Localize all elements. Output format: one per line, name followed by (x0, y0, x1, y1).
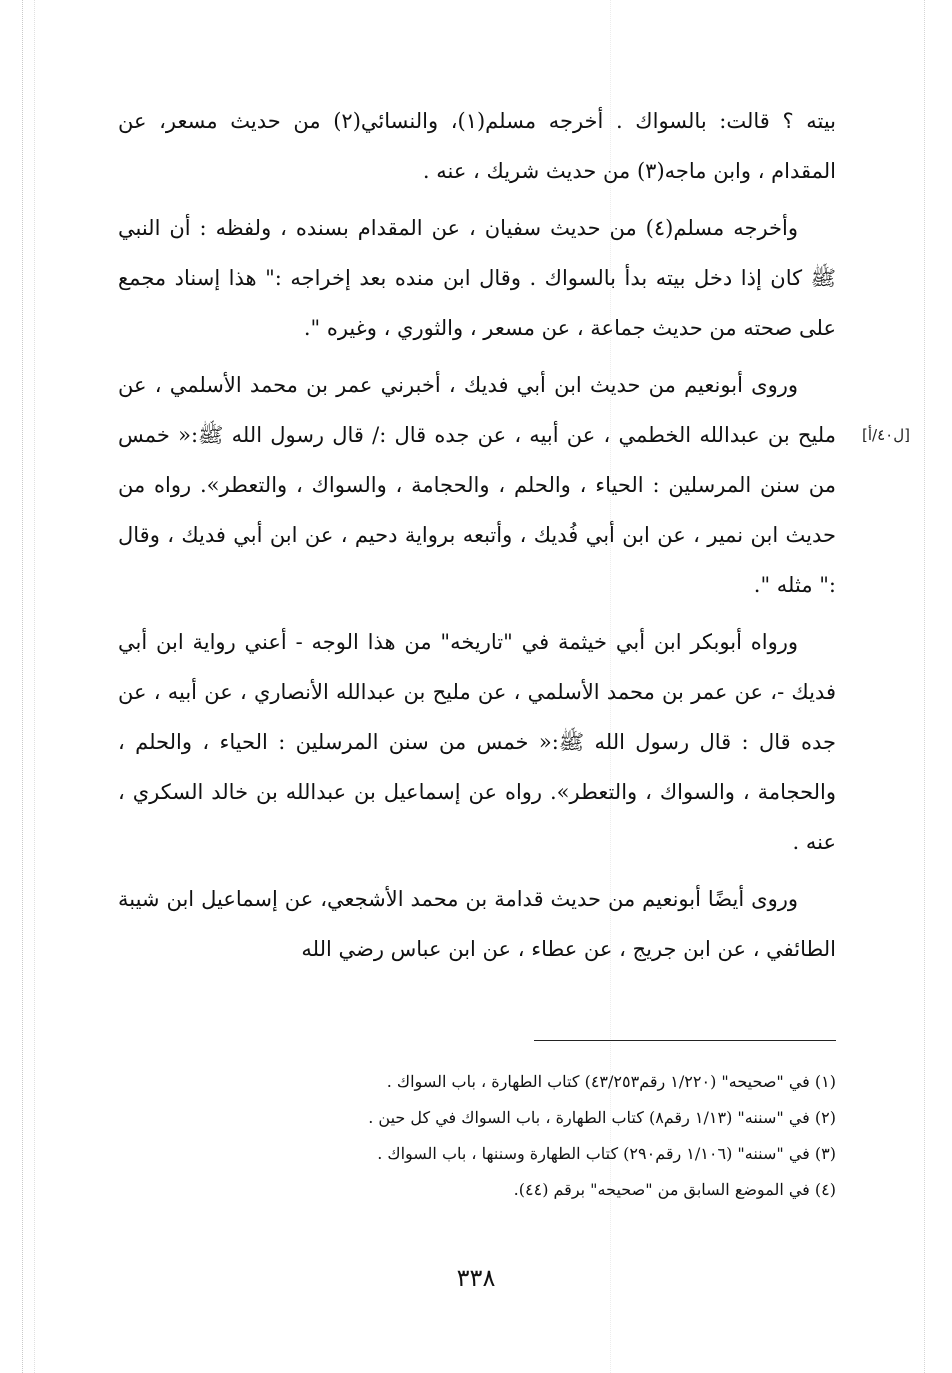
manuscript-folio-note: [ل٤٠/أ] (862, 426, 910, 444)
paragraph-5: وروى أيضًا أبونعيم من حديث قدامة بن محمد الأشجعي، عن إسماعيل ابن شيبة الطائفي ، عن ابن جريج ، عن عطاء ، عن ابن عباس رضي الله (118, 887, 836, 961)
paragraph-1: بيته ؟ قالت: بالسواك . أخرجه مسلم(١)، والنسائي(٢) من حديث مسعر، عن المقدام ، وابن ماجه(٣) من حديث شريك ، عنه . (118, 109, 837, 183)
footnotes (240, 1064, 836, 1208)
scan-edge-right (924, 0, 925, 1373)
page-number: ٣٣٨ (456, 1264, 496, 1292)
paragraph-4: ورواه أبوبكر ابن أبي خيثمة في "تاريخه" من هذا الوجه - أعني رواية ابن أبي فديك -، عن عمر بن محمد الأسلمي ، عن مليح بن عبدالله الأنصاري ، عن أبيه ، عن جده قال : قال رسول الله ﷺ:« خمس من سنن المرسلين : الحياء ، والحلم ، والحجامة ، والسواك ، والتعطر». رواه عن إسماعيل بن عبدالله بن خالد السكري ، عنه . (118, 630, 836, 854)
main-text (118, 96, 836, 974)
scan-edge-left-inner (34, 0, 35, 1373)
footnote-separator (534, 1040, 836, 1041)
footnote-1: (١) في "صحيحه" (١/٢٢٠ رقم٤٣/٢٥٣) كتاب الطهارة ، باب السواك . (386, 1072, 836, 1091)
paragraph-2: وأخرجه مسلم(٤) من حديث سفيان ، عن المقدام بسنده ، ولفظه : أن النبي ﷺ كان إذا دخل بيته بدأ بالسواك . وقال ابن منده بعد إخراجه :" هذا إسناد مجمع على صحته من حديث جماعة ، عن مسعر ، والثوري ، وغيره ". (118, 216, 836, 340)
footnote-3: (٣) في "سننه" (١/١٠٦ رقم٢٩٠) كتاب الطهارة وسننها ، باب السواك . (377, 1144, 836, 1163)
scan-edge-left (22, 0, 23, 1373)
footnote-2: (٢) في "سننه" (١/١٣ رقم٨) كتاب الطهارة ، باب السواك في كل حين . (368, 1108, 836, 1127)
paragraph-3: وروى أبونعيم من حديث ابن أبي فديك ، أخبرني عمر بن محمد الأسلمي ، عن مليح بن عبدالله الخطمي ، عن أبيه ، عن جده قال :/ قال رسول الله ﷺ:« خمس من سنن المرسلين : الحياء ، والحلم ، والحجامة ، والسواك ، والتعطر». رواه من حديث ابن نمير ، عن ابن أبي فُديك ، وأتبعه برواية دحيم ، عن ابن أبي فديك ، وقال :" مثله ". (118, 373, 836, 597)
footnote-4: (٤) في الموضع السابق من "صحيحه" برقم (٤٤). (513, 1180, 836, 1199)
